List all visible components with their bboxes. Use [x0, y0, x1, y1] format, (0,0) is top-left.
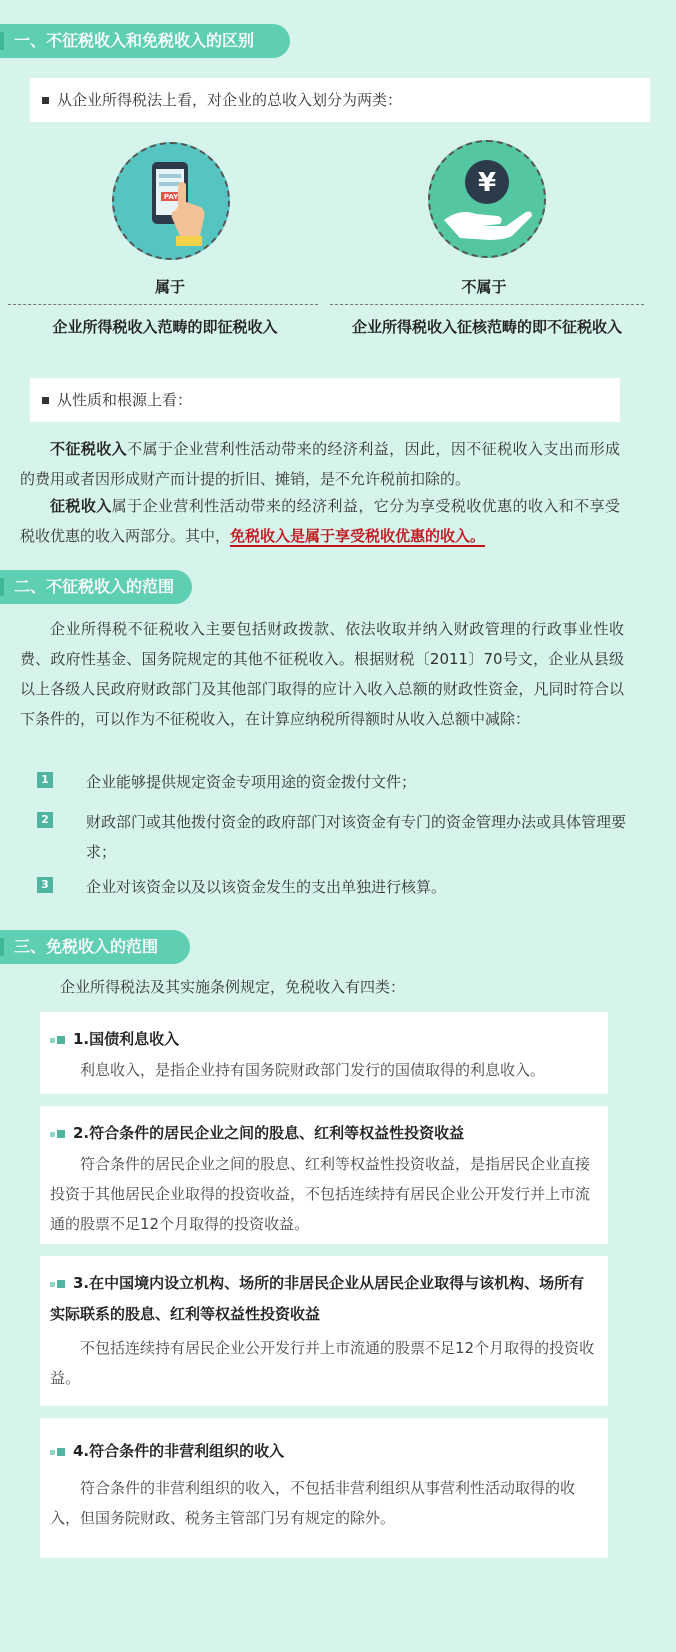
- condition-text: 企业能够提供规定资金专项用途的资金拨付文件；: [86, 773, 417, 791]
- section-2-title: 二、不征税收入的范围: [14, 577, 175, 596]
- yen-hand-icon: [428, 140, 546, 258]
- card-title: 4.符合条件的非营利组织的收入: [73, 1442, 285, 1460]
- section-1-title: 一、不征税收入和免税收入的区别: [14, 31, 255, 50]
- paragraph-exempt-intro: 企业所得税法及其实施条例规定，免税收入有四类：: [60, 978, 406, 996]
- section-3-header: [0, 930, 190, 964]
- condition-number: 1: [37, 772, 53, 788]
- paragraph-scope: 企业所得税不征税收入主要包括财政拨款、依法收取并纳入财政管理的行政事业性收费、政府性基金、国务院规定的其他不征税收入。根据财税〔2011〕70号文，企业从县级以上各级人民政府财政部门及其他部门取得的应计入收入总额的财政性资金，凡同时符合以下条件的，可以作为不征税收入，在计算应纳税所得额时从收入总额中减除：: [20, 620, 624, 728]
- card-marker-icon: [50, 1269, 67, 1299]
- paragraph-non-taxable: 不征税收入不属于企业营利性活动带来的经济利益，因此，因不征税收入支出而形成的费用或者因形成财产而计提的折旧、摊销，是不允许税前扣除的。: [20, 440, 620, 488]
- condition-number: 3: [37, 877, 53, 893]
- svg-text:¥: ¥: [477, 168, 497, 198]
- condition-text: 财政部门或其他拨付资金的政府部门对该资金有专门的资金管理办法或具体管理要求；: [86, 813, 627, 861]
- svg-text:PAY: PAY: [163, 193, 179, 201]
- highlight-exempt: 免税收入是属于享受税收优惠的收入。: [230, 527, 486, 545]
- card-marker-icon: [50, 1437, 67, 1467]
- condition-text: 企业对该资金以及以该资金发生的支出单独进行核算。: [86, 878, 447, 896]
- exempt-card: [40, 1012, 608, 1094]
- exempt-card: [40, 1418, 608, 1558]
- section-1-header: [0, 24, 290, 58]
- card-marker-icon: [50, 1025, 67, 1055]
- card-title: 1.国债利息收入: [73, 1030, 180, 1048]
- bullet-square-icon: [42, 397, 49, 404]
- intro-box-2: [30, 378, 620, 422]
- section-3-title: 三、免税收入的范围: [14, 937, 159, 956]
- exempt-card: [40, 1256, 608, 1406]
- card-body: 利息收入，是指企业持有国务院财政部门发行的国债取得的利息收入。: [80, 1060, 546, 1079]
- card-body: 符合条件的非营利组织的收入，不包括非营利组织从事营利性活动取得的收入，但国务院财政、税务主管部门另有规定的除外。: [50, 1478, 576, 1527]
- card-body: 符合条件的居民企业之间的股息、红利等权益性投资收益，是指居民企业直接投资于其他居民企业取得的投资收益，不包括连续持有居民企业公开发行并上市流通的股票不足12个月取得的投资收益。: [50, 1154, 591, 1233]
- card-marker-icon: [50, 1119, 67, 1149]
- left-label: 属于: [154, 278, 185, 296]
- exempt-card: [40, 1106, 608, 1244]
- section-2-header: [0, 570, 192, 604]
- card-body: 不包括连续持有居民企业公开发行并上市流通的股票不足12个月取得的投资收益。: [50, 1338, 595, 1387]
- left-divider: [8, 304, 318, 305]
- condition-number: 2: [37, 812, 53, 828]
- right-label: 不属于: [461, 278, 507, 296]
- phone-pay-icon: [112, 142, 230, 260]
- left-desc: 企业所得税收入范畴的即征税收入: [52, 318, 278, 336]
- paragraph-taxable: 征税收入属于企业营利性活动带来的经济利益，它分为享受税收优惠的收入和不享受税收优惠的收入两部分。其中，免税收入是属于享受税收优惠的收入。: [20, 497, 620, 545]
- intro-2-text: 从性质和根源上看：: [57, 391, 193, 409]
- intro-1-text: 从企业所得税法上看，对企业的总收入划分为两类：: [57, 91, 403, 109]
- card-title: 2.符合条件的居民企业之间的股息、红利等权益性投资收益: [73, 1124, 465, 1142]
- card-title: 3.在中国境内设立机构、场所的非居民企业从居民企业取得与该机构、场所有实际联系的股息、红利等权益性投资收益: [50, 1274, 585, 1323]
- intro-box-1: [30, 78, 650, 122]
- right-divider: [330, 304, 644, 305]
- right-desc: 企业所得税收入征核范畴的即不征税收入: [351, 318, 622, 336]
- bullet-square-icon: [42, 97, 49, 104]
